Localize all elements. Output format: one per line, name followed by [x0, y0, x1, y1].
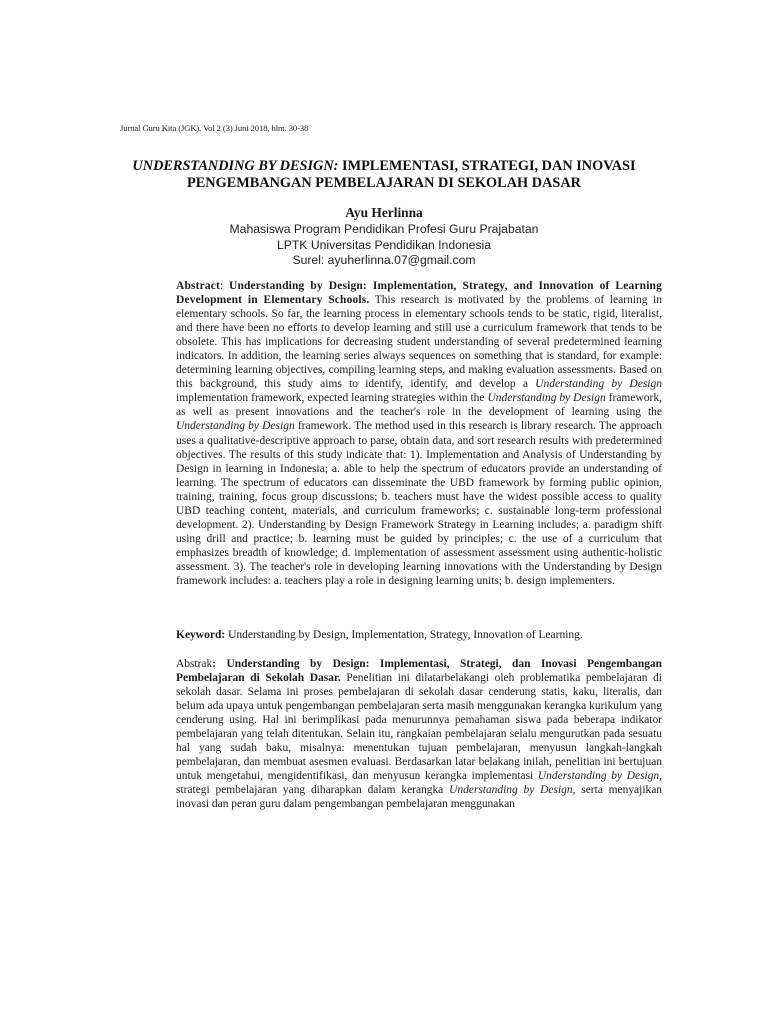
- abstrak-label: Abstrak: [176, 658, 213, 670]
- author-block: [160, 205, 608, 269]
- abstract-italic-term: Understanding by Design: [487, 392, 606, 405]
- keywords: [176, 628, 662, 642]
- affiliation-institution: LPTK Universitas Pendidikan Indonesia: [276, 237, 492, 252]
- keyword-label: Keyword:: [176, 629, 226, 641]
- abstract-italic-term: Understanding by Design: [535, 378, 663, 391]
- abstract-text: This research is motivated by the problems of learning in elementary schools. So far, the learning process in elementary schools tends to be static, rigid, literalist, and there have been no efforts to develop learning and still use a curriculum framework that tends to be obsolete. This has implications for decreasing student understanding of several predetermined learning indicators. In addition, the learning series always sequences on something that is standard, for example: determining learning objectives, compiling learning steps, and making evaluation assessments. Based on this background, this study aims to identify, identify, and develop a: [176, 294, 662, 391]
- title-italic-part: UNDERSTANDING BY DESIGN:: [132, 158, 339, 174]
- abstract-heading: Understanding by Design: Implementation, Strategy, and Innovation of Learning Development in Elementary Schools.: [176, 280, 662, 307]
- abstrak-text: Penelitian ini dilatarbelakangi oleh problematika pembelajaran di sekolah dasar. Selama ini proses pembelajaran di sekolah dasar cenderung statis, kaku, literalis, dan belum ada upaya untuk pengembangan pembelajaran serta masih menggunakan kerangka kurikulum yang cenderung using. Hal ini berimplikasi pada menurunnya pemahaman siswa pada beberapa indikator pembelajaran yang telah ditentukan. Selain itu, rangkaian pembelajaran selalu mengurutkan pada sesuatu hal yang sudah baku, misalnya: menentukan tujuan pembelajaran, menyusun langkah-langkah pembelajaran, dan membuat asesmen evaluasi. Berdasarkan latar belakang inilah, penelitian ini bertujuan untuk mengetahui, mengidentifikasi, dan menyusun kerangka implementasi: [176, 672, 662, 782]
- abstrak-heading: : Understanding by Design: Implementasi, Strategi, dan Inovasi Pengembangan Pembelajaran di Sekolah Dasar.: [176, 658, 662, 684]
- abstrak-text: , serta menyajikan inovasi dan peran guru dalam pengembangan pembelajaran menggunakan: [176, 784, 663, 810]
- author-name: Ayu Herlinna: [345, 205, 423, 220]
- affiliation-program: Mahasiswa Program Pendidikan Profesi Guru Prajabatan: [229, 222, 539, 236]
- running-header: Jurnal Guru Kita (JGK). Vol 2 (3) Juni 2018, hlm. 30-38: [120, 123, 309, 133]
- abstrak-italic-term: Understanding by Design: [449, 784, 573, 796]
- title-line-1-rest: IMPLEMENTASI, STRATEGI, DAN INOVASI: [338, 158, 636, 174]
- title-line-2: PENGEMBANGAN PEMBELAJARAN DI SEKOLAH DASAR: [187, 175, 581, 191]
- abstract-text: implementation framework, expected learning strategies within the: [176, 392, 488, 405]
- abstrak-text: , strategi pembelajaran yang diharapkan dalam kerangka: [176, 770, 662, 796]
- abstract-text: framework, as well as present innovations and the teacher's role in the development of learning using the: [176, 392, 662, 419]
- abstrak-italic-term: Understanding by Design: [537, 770, 660, 782]
- abstract-italic-term: Understanding by Design: [176, 420, 295, 433]
- keyword-text: Understanding by Design, Implementation, Strategy, Innovation of Learning.: [225, 629, 583, 641]
- abstract-indonesian: [176, 657, 662, 811]
- abstract-english: [176, 279, 662, 588]
- title-line-1: [60, 158, 708, 175]
- author-email: Surel: ayuherlinna.07@gmail.com: [292, 253, 476, 267]
- abstract-label: Abstract: [176, 280, 220, 292]
- abstract-text: framework. The method used in this research is library research. The approach uses a qualitative-descriptive approach to parse, obtain data, and sort research results with predetermined objectives. The results of this study indicate that: 1). Implementation and Analysis of Understanding by Design in learning in Indonesia; a. able to help the spectrum of educators provide an understanding of learning. The spectrum of educators can disseminate the UBD framework by forming public opinion, training, training, focus group discussions; b. teachers must have the widest possible access to quality UBD teaching content, materials, and curriculum frameworks; c. sustainable long-term professional development. 2). Understanding by Design Framework Strategy in Learning includes; a. paradigm shift using drill and practice; b. learning must be guided by principles; c. the use of a curriculum that emphasizes breadth of knowledge; d. implementation of assessment assessment using authentic-holistic assessment. 3). The teacher's role in developing learning innovations with the Understanding by Design framework includes: a. teachers play a role in designing learning units; b. design implementers.: [176, 420, 663, 587]
- article-title: [60, 158, 708, 192]
- abstract-colon: :: [220, 280, 229, 292]
